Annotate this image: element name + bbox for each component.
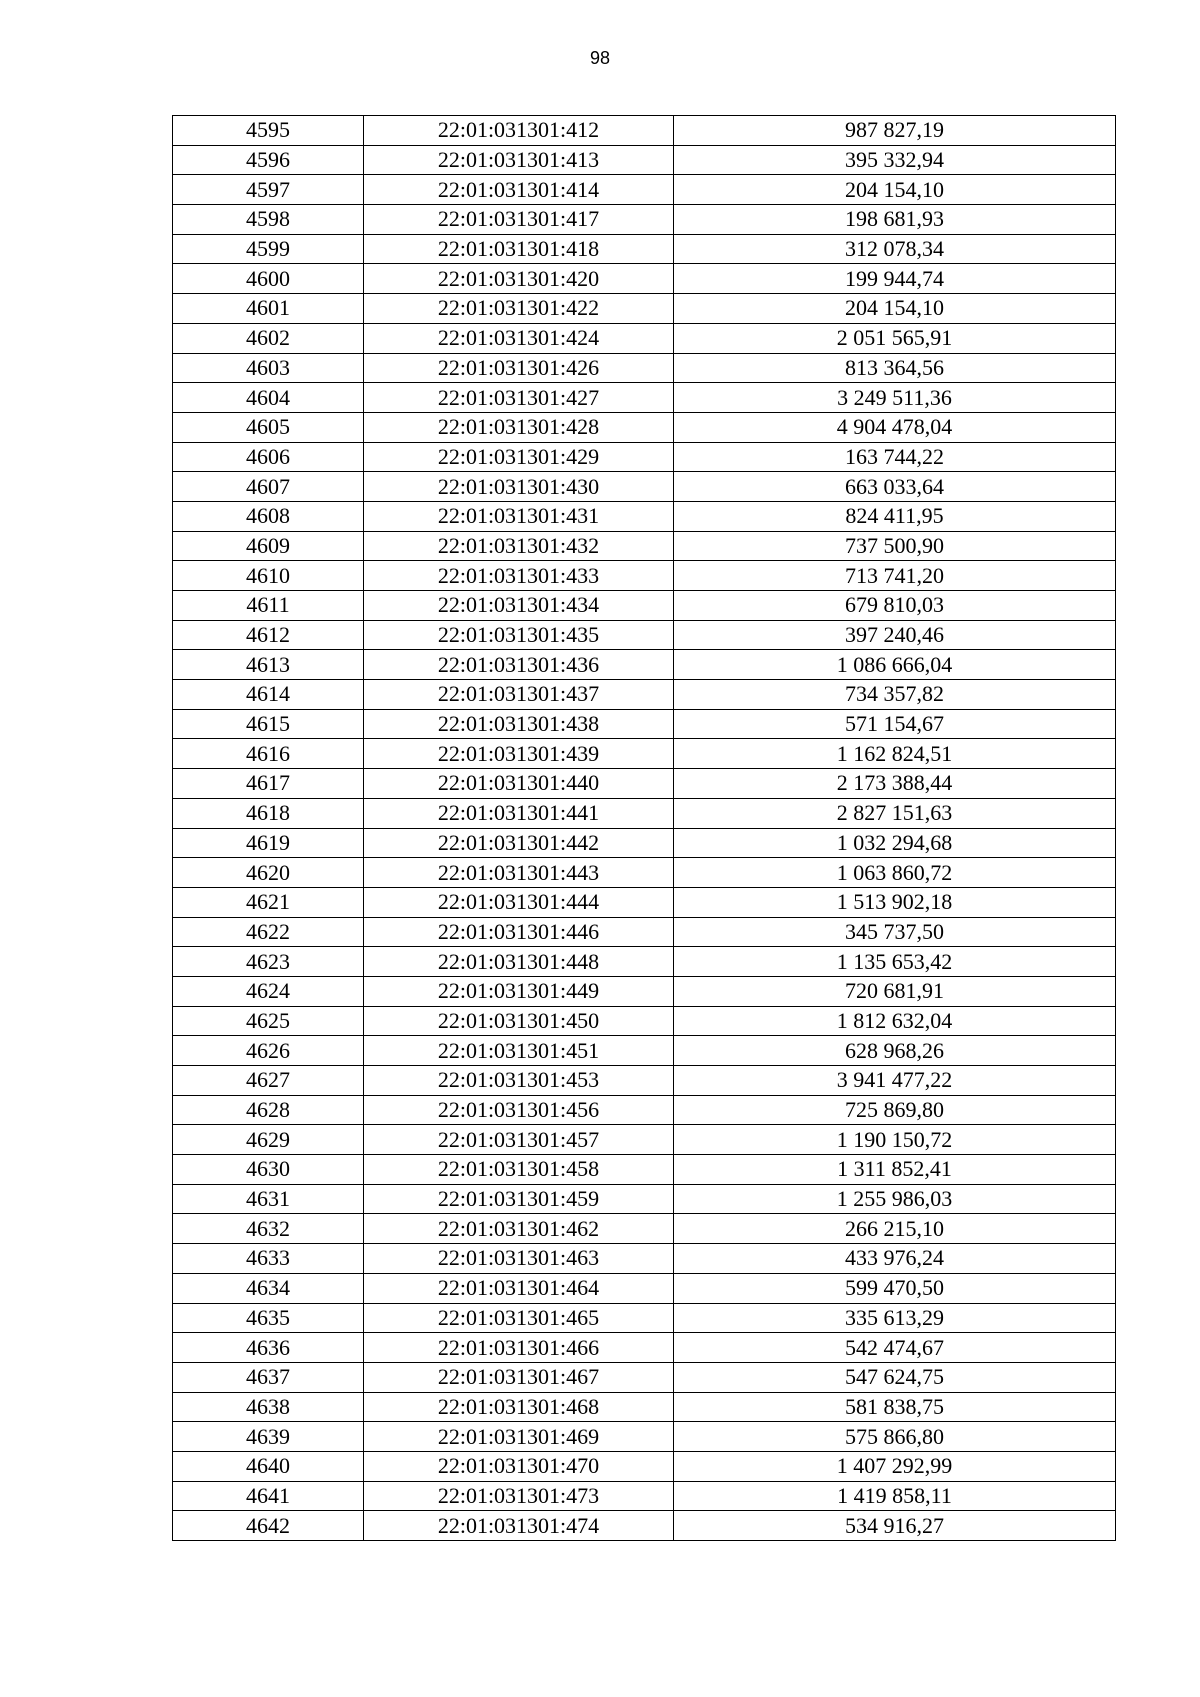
row-number-cell: 4623 [173, 947, 364, 977]
cadastral-number-cell: 22:01:031301:424 [364, 323, 674, 353]
value-cell: 581 838,75 [674, 1392, 1116, 1422]
table-row [173, 383, 1116, 413]
value-cell: 1 162 824,51 [674, 739, 1116, 769]
value-cell: 204 154,10 [674, 294, 1116, 324]
value-cell: 1 063 860,72 [674, 858, 1116, 888]
value-cell: 163 744,22 [674, 442, 1116, 472]
table-row [173, 828, 1116, 858]
row-number-cell: 4632 [173, 1214, 364, 1244]
table-row [173, 1273, 1116, 1303]
cadastral-number-cell: 22:01:031301:442 [364, 828, 674, 858]
value-cell: 204 154,10 [674, 175, 1116, 205]
cadastral-number-cell: 22:01:031301:456 [364, 1095, 674, 1125]
value-cell: 599 470,50 [674, 1273, 1116, 1303]
cadastral-number-cell: 22:01:031301:444 [364, 887, 674, 917]
table-row [173, 709, 1116, 739]
value-cell: 1 086 666,04 [674, 650, 1116, 680]
value-cell: 4 904 478,04 [674, 412, 1116, 442]
value-cell: 679 810,03 [674, 591, 1116, 621]
value-cell: 571 154,67 [674, 709, 1116, 739]
row-number-cell: 4627 [173, 1066, 364, 1096]
row-number-cell: 4637 [173, 1362, 364, 1392]
table-row [173, 1036, 1116, 1066]
row-number-cell: 4633 [173, 1244, 364, 1274]
value-cell: 2 051 565,91 [674, 323, 1116, 353]
value-cell: 734 357,82 [674, 680, 1116, 710]
value-cell: 397 240,46 [674, 620, 1116, 650]
table-row [173, 976, 1116, 1006]
cadastral-number-cell: 22:01:031301:431 [364, 501, 674, 531]
cadastral-number-cell: 22:01:031301:433 [364, 561, 674, 591]
table-row [173, 1333, 1116, 1363]
row-number-cell: 4631 [173, 1184, 364, 1214]
cadastral-number-cell: 22:01:031301:429 [364, 442, 674, 472]
value-cell: 534 916,27 [674, 1511, 1116, 1541]
cadastral-number-cell: 22:01:031301:466 [364, 1333, 674, 1363]
cadastral-number-cell: 22:01:031301:473 [364, 1481, 674, 1511]
cadastral-number-cell: 22:01:031301:458 [364, 1155, 674, 1185]
value-cell: 199 944,74 [674, 264, 1116, 294]
row-number-cell: 4629 [173, 1125, 364, 1155]
table-row [173, 1214, 1116, 1244]
cadastral-number-cell: 22:01:031301:434 [364, 591, 674, 621]
table-row [173, 1095, 1116, 1125]
row-number-cell: 4614 [173, 680, 364, 710]
cadastral-number-cell: 22:01:031301:468 [364, 1392, 674, 1422]
cadastral-number-cell: 22:01:031301:427 [364, 383, 674, 413]
cadastral-number-cell: 22:01:031301:469 [364, 1422, 674, 1452]
row-number-cell: 4621 [173, 887, 364, 917]
table-row [173, 205, 1116, 235]
table-row [173, 798, 1116, 828]
table-row [173, 1155, 1116, 1185]
row-number-cell: 4608 [173, 501, 364, 531]
row-number-cell: 4611 [173, 591, 364, 621]
value-cell: 542 474,67 [674, 1333, 1116, 1363]
cadastral-number-cell: 22:01:031301:474 [364, 1511, 674, 1541]
value-cell: 335 613,29 [674, 1303, 1116, 1333]
table-row [173, 1392, 1116, 1422]
value-cell: 3 941 477,22 [674, 1066, 1116, 1096]
value-cell: 813 364,56 [674, 353, 1116, 383]
cadastral-number-cell: 22:01:031301:414 [364, 175, 674, 205]
cadastral-number-cell: 22:01:031301:439 [364, 739, 674, 769]
row-number-cell: 4609 [173, 531, 364, 561]
cadastral-number-cell: 22:01:031301:436 [364, 650, 674, 680]
cadastral-number-cell: 22:01:031301:459 [364, 1184, 674, 1214]
value-cell: 2 173 388,44 [674, 769, 1116, 799]
cadastral-number-cell: 22:01:031301:463 [364, 1244, 674, 1274]
row-number-cell: 4618 [173, 798, 364, 828]
row-number-cell: 4630 [173, 1155, 364, 1185]
value-cell: 663 033,64 [674, 472, 1116, 502]
table-row [173, 116, 1116, 146]
row-number-cell: 4620 [173, 858, 364, 888]
cadastral-number-cell: 22:01:031301:443 [364, 858, 674, 888]
table-row [173, 858, 1116, 888]
page-number: 98 [589, 48, 611, 68]
table-row [173, 769, 1116, 799]
value-cell: 824 411,95 [674, 501, 1116, 531]
cadastral-number-cell: 22:01:031301:464 [364, 1273, 674, 1303]
row-number-cell: 4641 [173, 1481, 364, 1511]
value-cell: 2 827 151,63 [674, 798, 1116, 828]
cadastral-number-cell: 22:01:031301:428 [364, 412, 674, 442]
table-row [173, 1511, 1116, 1541]
value-cell: 433 976,24 [674, 1244, 1116, 1274]
cadastral-number-cell: 22:01:031301:430 [364, 472, 674, 502]
value-cell: 628 968,26 [674, 1036, 1116, 1066]
table-row [173, 1184, 1116, 1214]
row-number-cell: 4639 [173, 1422, 364, 1452]
value-cell: 1 311 852,41 [674, 1155, 1116, 1185]
cadastral-number-cell: 22:01:031301:422 [364, 294, 674, 324]
table-row [173, 680, 1116, 710]
row-number-cell: 4595 [173, 116, 364, 146]
cadastral-number-cell: 22:01:031301:462 [364, 1214, 674, 1244]
cadastral-number-cell: 22:01:031301:450 [364, 1006, 674, 1036]
table-row [173, 650, 1116, 680]
value-cell: 720 681,91 [674, 976, 1116, 1006]
table-row [173, 294, 1116, 324]
table-row [173, 1451, 1116, 1481]
cadastral-number-cell: 22:01:031301:412 [364, 116, 674, 146]
row-number-cell: 4605 [173, 412, 364, 442]
table-row [173, 1066, 1116, 1096]
cadastral-number-cell: 22:01:031301:453 [364, 1066, 674, 1096]
row-number-cell: 4628 [173, 1095, 364, 1125]
value-cell: 266 215,10 [674, 1214, 1116, 1244]
table-row [173, 175, 1116, 205]
table-row [173, 1006, 1116, 1036]
row-number-cell: 4616 [173, 739, 364, 769]
table-row [173, 145, 1116, 175]
row-number-cell: 4635 [173, 1303, 364, 1333]
cadastral-number-cell: 22:01:031301:418 [364, 234, 674, 264]
value-cell: 3 249 511,36 [674, 383, 1116, 413]
cadastral-number-cell: 22:01:031301:441 [364, 798, 674, 828]
row-number-cell: 4625 [173, 1006, 364, 1036]
cadastral-number-cell: 22:01:031301:470 [364, 1451, 674, 1481]
table-row [173, 353, 1116, 383]
table-row [173, 1244, 1116, 1274]
row-number-cell: 4600 [173, 264, 364, 294]
row-number-cell: 4626 [173, 1036, 364, 1066]
row-number-cell: 4638 [173, 1392, 364, 1422]
row-number-cell: 4617 [173, 769, 364, 799]
cadastral-number-cell: 22:01:031301:467 [364, 1362, 674, 1392]
cadastral-number-cell: 22:01:031301:438 [364, 709, 674, 739]
row-number-cell: 4612 [173, 620, 364, 650]
row-number-cell: 4604 [173, 383, 364, 413]
table-row [173, 947, 1116, 977]
value-cell: 345 737,50 [674, 917, 1116, 947]
cadastral-number-cell: 22:01:031301:420 [364, 264, 674, 294]
value-cell: 395 332,94 [674, 145, 1116, 175]
table-row [173, 620, 1116, 650]
cadastral-number-cell: 22:01:031301:437 [364, 680, 674, 710]
table-row [173, 323, 1116, 353]
value-cell: 713 741,20 [674, 561, 1116, 591]
table-row [173, 501, 1116, 531]
value-cell: 1 407 292,99 [674, 1451, 1116, 1481]
cadastral-number-cell: 22:01:031301:413 [364, 145, 674, 175]
cadastral-number-cell: 22:01:031301:446 [364, 917, 674, 947]
value-cell: 312 078,34 [674, 234, 1116, 264]
table-row [173, 472, 1116, 502]
row-number-cell: 4607 [173, 472, 364, 502]
row-number-cell: 4596 [173, 145, 364, 175]
table-row [173, 264, 1116, 294]
value-cell: 1 190 150,72 [674, 1125, 1116, 1155]
row-number-cell: 4606 [173, 442, 364, 472]
value-cell: 737 500,90 [674, 531, 1116, 561]
cadastral-number-cell: 22:01:031301:465 [364, 1303, 674, 1333]
cadastral-number-cell: 22:01:031301:432 [364, 531, 674, 561]
value-cell: 1 812 632,04 [674, 1006, 1116, 1036]
value-cell: 1 135 653,42 [674, 947, 1116, 977]
registry-table-body [173, 116, 1116, 1541]
value-cell: 547 624,75 [674, 1362, 1116, 1392]
table-row [173, 1303, 1116, 1333]
table-row [173, 1481, 1116, 1511]
row-number-cell: 4603 [173, 353, 364, 383]
cadastral-number-cell: 22:01:031301:426 [364, 353, 674, 383]
row-number-cell: 4602 [173, 323, 364, 353]
table-row [173, 1125, 1116, 1155]
cadastral-number-cell: 22:01:031301:448 [364, 947, 674, 977]
registry-table [172, 115, 1116, 1541]
value-cell: 198 681,93 [674, 205, 1116, 235]
cadastral-number-cell: 22:01:031301:440 [364, 769, 674, 799]
value-cell: 1 419 858,11 [674, 1481, 1116, 1511]
row-number-cell: 4619 [173, 828, 364, 858]
row-number-cell: 4640 [173, 1451, 364, 1481]
row-number-cell: 4636 [173, 1333, 364, 1363]
value-cell: 1 032 294,68 [674, 828, 1116, 858]
table-row [173, 561, 1116, 591]
row-number-cell: 4598 [173, 205, 364, 235]
row-number-cell: 4642 [173, 1511, 364, 1541]
table-row [173, 1422, 1116, 1452]
value-cell: 575 866,80 [674, 1422, 1116, 1452]
row-number-cell: 4601 [173, 294, 364, 324]
value-cell: 987 827,19 [674, 116, 1116, 146]
table-row [173, 917, 1116, 947]
table-row [173, 234, 1116, 264]
cadastral-number-cell: 22:01:031301:435 [364, 620, 674, 650]
cadastral-number-cell: 22:01:031301:457 [364, 1125, 674, 1155]
value-cell: 1 255 986,03 [674, 1184, 1116, 1214]
row-number-cell: 4597 [173, 175, 364, 205]
table-row [173, 412, 1116, 442]
table-row [173, 531, 1116, 561]
table-row [173, 1362, 1116, 1392]
table-row [173, 591, 1116, 621]
table-row [173, 442, 1116, 472]
row-number-cell: 4622 [173, 917, 364, 947]
value-cell: 1 513 902,18 [674, 887, 1116, 917]
table-row [173, 739, 1116, 769]
row-number-cell: 4599 [173, 234, 364, 264]
cadastral-number-cell: 22:01:031301:449 [364, 976, 674, 1006]
table-row [173, 887, 1116, 917]
row-number-cell: 4624 [173, 976, 364, 1006]
row-number-cell: 4613 [173, 650, 364, 680]
row-number-cell: 4610 [173, 561, 364, 591]
row-number-cell: 4634 [173, 1273, 364, 1303]
value-cell: 725 869,80 [674, 1095, 1116, 1125]
cadastral-number-cell: 22:01:031301:451 [364, 1036, 674, 1066]
cadastral-number-cell: 22:01:031301:417 [364, 205, 674, 235]
row-number-cell: 4615 [173, 709, 364, 739]
